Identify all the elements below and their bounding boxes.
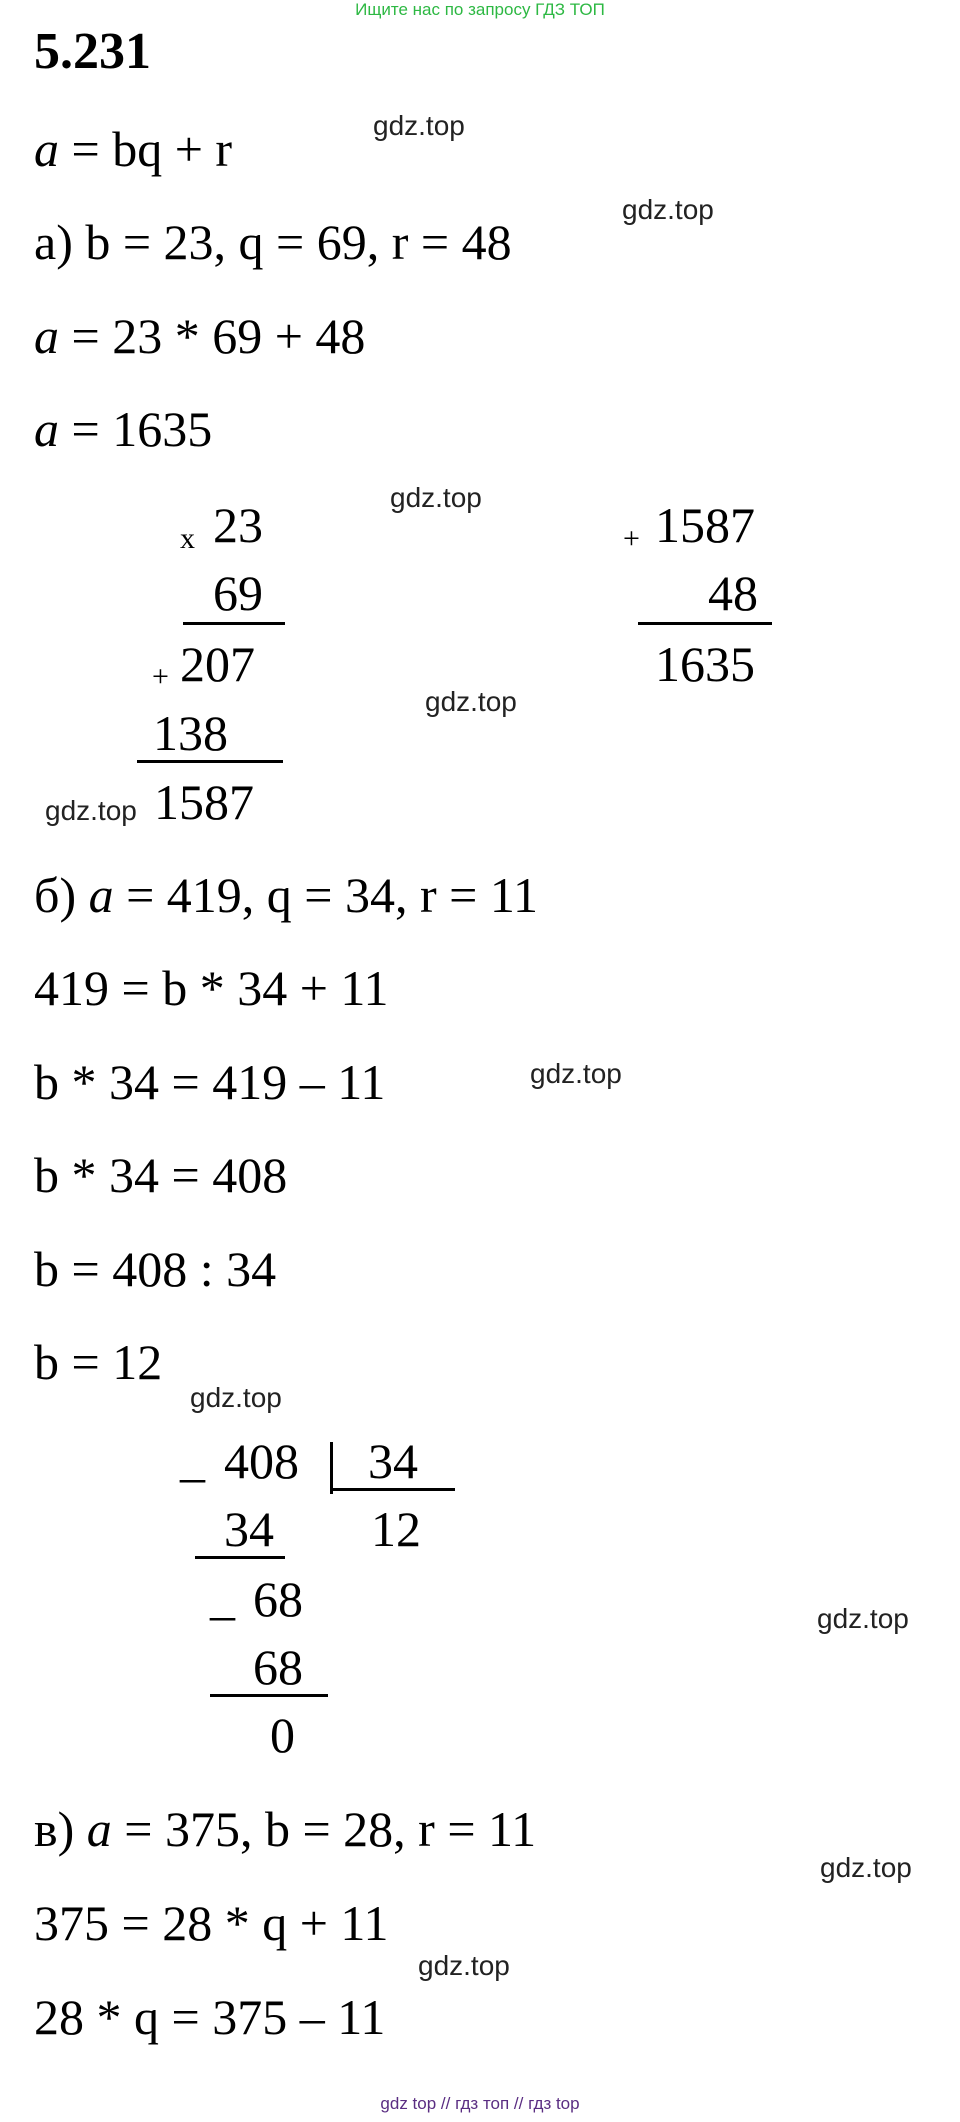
part-b-given bbox=[34, 866, 538, 924]
mult-result: 1587 bbox=[154, 774, 254, 830]
div-line-1 bbox=[195, 1556, 285, 1559]
given-prefix: б) bbox=[34, 867, 89, 923]
add-bottom: 48 bbox=[708, 565, 758, 621]
div-divisor: 34 bbox=[368, 1433, 418, 1489]
div-subtrahend-1: 34 bbox=[224, 1501, 274, 1557]
part-a-given: а) b = 23, q = 69, r = 48 bbox=[34, 214, 512, 270]
watermark: gdz.top bbox=[190, 1382, 282, 1413]
div-vertical-line bbox=[330, 1442, 333, 1494]
div-remainder-2: 0 bbox=[270, 1707, 295, 1763]
watermark: gdz.top bbox=[530, 1058, 622, 1089]
watermark: gdz.top bbox=[425, 686, 517, 717]
mult-partial-1: 207 bbox=[180, 636, 255, 692]
div-remainder-1: 68 bbox=[253, 1571, 303, 1627]
watermark: gdz.top bbox=[820, 1852, 912, 1883]
part-b-equation-1: 419 = b * 34 + 11 bbox=[34, 960, 389, 1016]
part-b-equation-3: b * 34 = 408 bbox=[34, 1147, 288, 1203]
div-minus-1: _ bbox=[180, 1431, 205, 1487]
eq-rest: = 23 * 69 + 48 bbox=[59, 308, 366, 364]
formula-var: a bbox=[34, 121, 59, 177]
part-a-equation-1 bbox=[34, 307, 365, 365]
mult-line-1 bbox=[183, 622, 285, 625]
part-c-equation-1: 375 = 28 * q + 11 bbox=[34, 1895, 389, 1951]
part-c-equation-2: 28 * q = 375 – 11 bbox=[34, 1989, 386, 2045]
watermark: gdz.top bbox=[45, 795, 137, 826]
mult-top: 23 bbox=[213, 497, 263, 553]
mult-plus: + bbox=[152, 660, 169, 693]
watermark: gdz.top bbox=[390, 482, 482, 513]
div-line-2 bbox=[210, 1694, 328, 1697]
given-var: a bbox=[88, 867, 114, 923]
part-c-given bbox=[34, 1800, 536, 1858]
part-b-equation-2: b * 34 = 419 – 11 bbox=[34, 1054, 386, 1110]
part-b-equation-5: b = 12 bbox=[34, 1334, 163, 1390]
add-line bbox=[638, 622, 772, 625]
mult-partial-2: 138 bbox=[153, 705, 228, 761]
eq-var: a bbox=[34, 308, 59, 364]
given-var: a bbox=[86, 1801, 112, 1857]
watermark: gdz.top bbox=[817, 1603, 909, 1634]
mult-line-2 bbox=[137, 760, 283, 763]
general-formula bbox=[34, 120, 232, 178]
div-quotient: 12 bbox=[371, 1501, 421, 1557]
footer: gdz top // гдз топ // гдз top bbox=[380, 2094, 580, 2113]
add-sign: + bbox=[623, 522, 640, 555]
watermark: gdz.top bbox=[622, 194, 714, 225]
add-top: 1587 bbox=[655, 497, 755, 553]
add-result: 1635 bbox=[655, 636, 755, 692]
formula-rest: = bq + r bbox=[59, 121, 233, 177]
problem-number: 5.231 bbox=[34, 23, 151, 80]
given-rest: = 419, q = 34, r = 11 bbox=[113, 867, 538, 923]
given-rest: = 375, b = 28, r = 11 bbox=[111, 1801, 537, 1857]
watermark: gdz.top bbox=[418, 1950, 510, 1981]
eq-rest: = 1635 bbox=[59, 401, 213, 457]
watermark: gdz.top bbox=[373, 110, 465, 141]
mult-bottom: 69 bbox=[213, 565, 263, 621]
top-banner: Ищите нас по запросу ГДЗ ТОП bbox=[355, 0, 605, 19]
div-divisor-line bbox=[330, 1488, 455, 1491]
div-minus-2: _ bbox=[210, 1569, 235, 1625]
part-a-equation-2 bbox=[34, 400, 212, 458]
div-dividend: 408 bbox=[224, 1433, 299, 1489]
part-b-equation-4: b = 408 : 34 bbox=[34, 1241, 277, 1297]
given-prefix: в) bbox=[34, 1801, 87, 1857]
eq-var: a bbox=[34, 401, 59, 457]
div-subtrahend-2: 68 bbox=[253, 1639, 303, 1695]
mult-sign: x bbox=[180, 522, 195, 555]
